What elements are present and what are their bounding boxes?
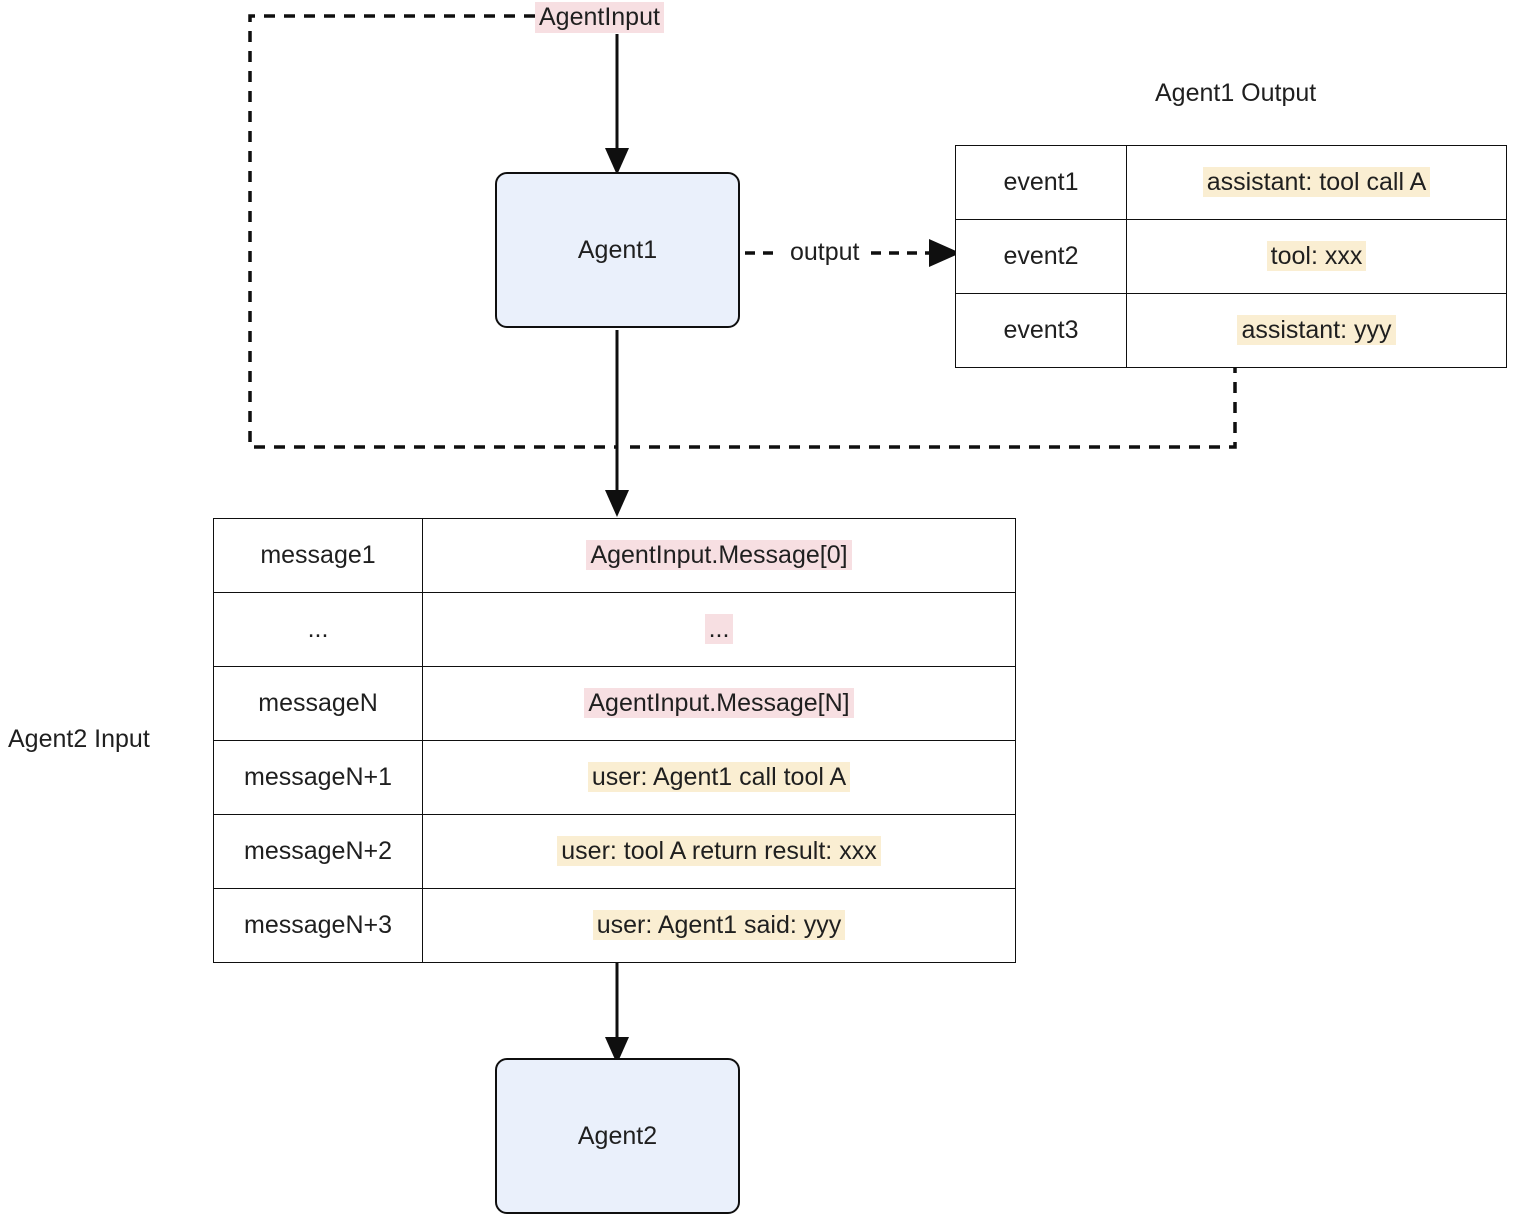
cell-highlight: assistant: tool call A <box>1203 167 1431 197</box>
table-row <box>956 220 1507 294</box>
node-agent1-label: Agent1 <box>577 235 658 264</box>
cell-highlight: user: Agent1 said: yyy <box>593 910 846 940</box>
table-cell-key: messageN+3 <box>214 889 423 963</box>
output-edge-label: output <box>790 238 860 266</box>
agent-input-label: AgentInput <box>535 2 664 33</box>
agent2-input-title: Agent2 Input <box>8 725 150 753</box>
agent1-output-title: Agent1 Output <box>1155 79 1317 107</box>
table-cell-value <box>423 667 1016 741</box>
node-agent2[interactable] <box>495 1058 740 1214</box>
agent1-output-table <box>955 145 1507 368</box>
cell-highlight: assistant: yyy <box>1237 315 1395 345</box>
table-row <box>214 741 1016 815</box>
table-cell-value <box>423 593 1016 667</box>
table-cell-key: messageN <box>214 667 423 741</box>
table-cell-value <box>1127 294 1507 368</box>
node-agent2-label: Agent2 <box>577 1121 658 1150</box>
table-row <box>214 815 1016 889</box>
table-cell-value <box>1127 146 1507 220</box>
table-row <box>214 667 1016 741</box>
table-cell-key: messageN+2 <box>214 815 423 889</box>
table-row <box>956 146 1507 220</box>
cell-highlight: AgentInput.Message[N] <box>584 688 853 718</box>
table-cell-value <box>423 815 1016 889</box>
table-cell-value <box>1127 220 1507 294</box>
cell-highlight: user: tool A return result: xxx <box>557 836 880 866</box>
table-row <box>214 889 1016 963</box>
node-agent1[interactable] <box>495 172 740 328</box>
table-cell-key: message1 <box>214 519 423 593</box>
table-cell-key: event1 <box>956 146 1127 220</box>
table-cell-value <box>423 889 1016 963</box>
cell-highlight: user: Agent1 call tool A <box>588 762 850 792</box>
table-row <box>214 519 1016 593</box>
cell-highlight: tool: xxx <box>1267 241 1367 271</box>
table-row <box>214 593 1016 667</box>
table-cell-key: messageN+1 <box>214 741 423 815</box>
table-cell-key: event3 <box>956 294 1127 368</box>
table-cell-value <box>423 741 1016 815</box>
table-cell-key: ... <box>214 593 423 667</box>
cell-highlight: AgentInput.Message[0] <box>586 540 851 570</box>
cell-highlight: ... <box>705 614 734 644</box>
table-cell-value <box>423 519 1016 593</box>
table-row <box>956 294 1507 368</box>
table-cell-key: event2 <box>956 220 1127 294</box>
agent2-input-table <box>213 518 1016 963</box>
